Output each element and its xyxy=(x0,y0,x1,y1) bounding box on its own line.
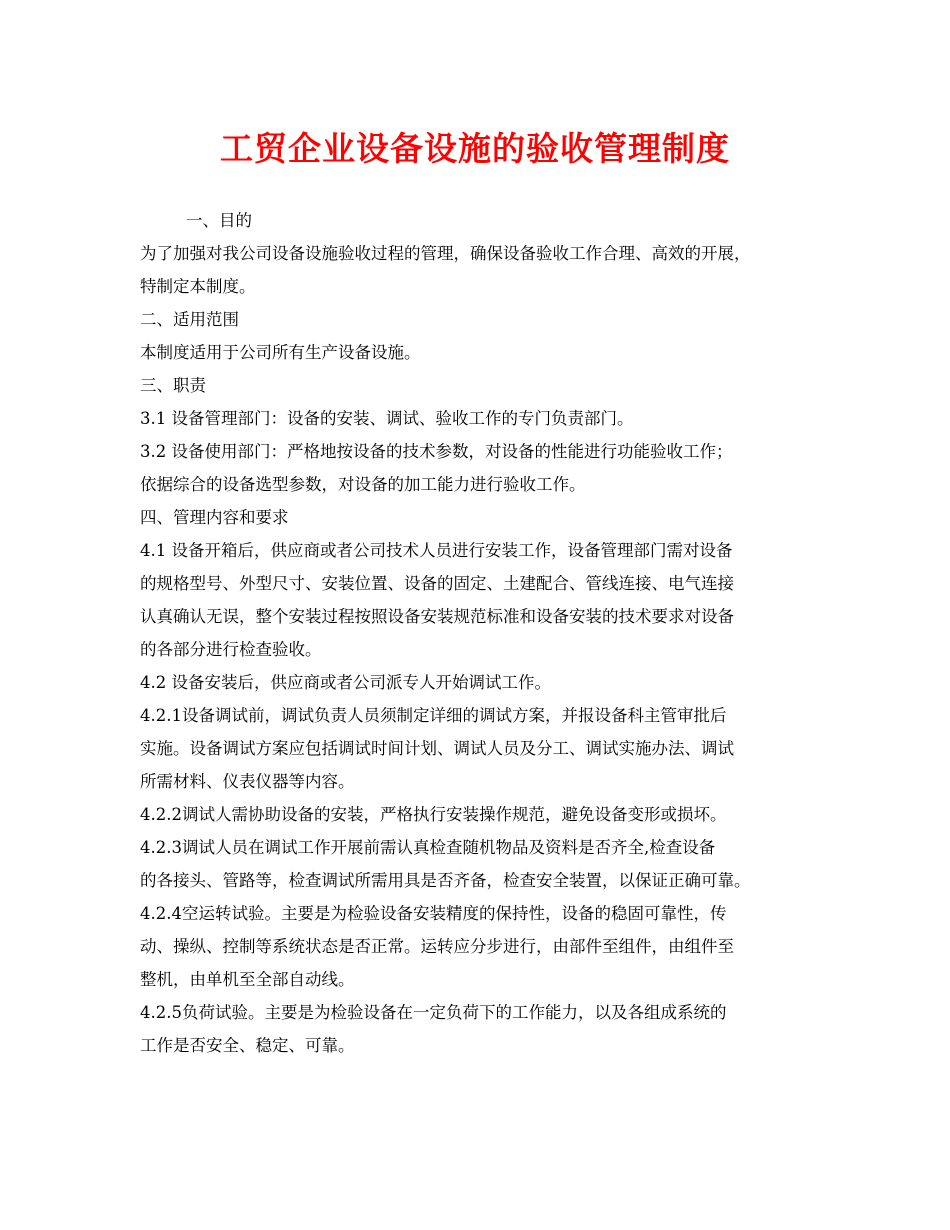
section-heading-purpose: 一、目的 xyxy=(186,211,252,230)
paragraph-line: 所需材料、仪表仪器等内容。 xyxy=(140,772,355,791)
document-body xyxy=(140,204,830,1062)
paragraph-line: 4.2 设备安装后，供应商或者公司派专人开始调试工作。 xyxy=(140,673,551,692)
paragraph-line: 为了加强对我公司设备设施验收过程的管理，确保设备验收工作合理、高效的开展， xyxy=(140,244,751,263)
section-heading-requirements: 四、管理内容和要求 xyxy=(140,508,289,527)
paragraph-line: 4.2.5负荷试验。主要是为检验设备在一定负荷下的工作能力，以及各组成系统的 xyxy=(140,1003,727,1022)
paragraph-line: 4.2.1设备调试前，调试负责人员须制定详细的调试方案，并报设备科主管审批后 xyxy=(140,706,727,725)
paragraph-line: 4.1 设备开箱后，供应商或者公司技术人员进行安装工作，设备管理部门需对设备 xyxy=(140,541,733,560)
document-title: 工贸企业设备设施的验收管理制度 xyxy=(220,129,730,168)
paragraph-line: 4.2.3调试人员在调试工作开展前需认真检查随机物品及资料是否齐全,检查设备 xyxy=(140,838,716,857)
paragraph-line: 本制度适用于公司所有生产设备设施。 xyxy=(140,343,421,362)
paragraph-line: 4.2.2调试人需协助设备的安装，严格执行安装操作规范，避免设备变形或损坏。 xyxy=(140,805,727,824)
paragraph-line: 4.2.4空运转试验。主要是为检验设备安装精度的保持性，设备的稳固可靠性，传 xyxy=(140,904,727,923)
paragraph-line: 的规格型号、外型尺寸、安装位置、设备的固定、土建配合、管线连接、电气连接 xyxy=(140,574,734,593)
paragraph-line: 的各部分进行检查验收。 xyxy=(140,640,322,659)
paragraph-line: 认真确认无误，整个安装过程按照设备安装规范标准和设备安装的技术要求对设备 xyxy=(140,607,734,626)
section-heading-responsibilities: 三、职责 xyxy=(140,376,206,395)
section-heading-scope: 二、适用范围 xyxy=(140,310,239,329)
paragraph-line: 实施。设备调试方案应包括调试时间计划、调试人员及分工、调试实施办法、调试 xyxy=(140,739,734,758)
paragraph-line: 工作是否安全、稳定、可靠。 xyxy=(140,1036,355,1055)
paragraph-line: 整机，由单机至全部自动线。 xyxy=(140,970,355,989)
paragraph-line: 依据综合的设备选型参数，对设备的加工能力进行验收工作。 xyxy=(140,475,586,494)
paragraph-line: 3.1 设备管理部门：设备的安装、调试、验收工作的专门负责部门。 xyxy=(140,409,634,428)
paragraph-line: 3.2 设备使用部门：严格地按设备的技术参数，对设备的性能进行功能验收工作； xyxy=(140,442,733,461)
paragraph-line: 的各接头、管路等，检查调试所需用具是否齐备，检查安全装置，以保证正确可靠。 xyxy=(140,871,751,890)
paragraph-line: 特制定本制度。 xyxy=(140,277,256,296)
paragraph-line: 动、操纵、控制等系统状态是否正常。运转应分步进行，由部件至组件，由组件至 xyxy=(140,937,734,956)
